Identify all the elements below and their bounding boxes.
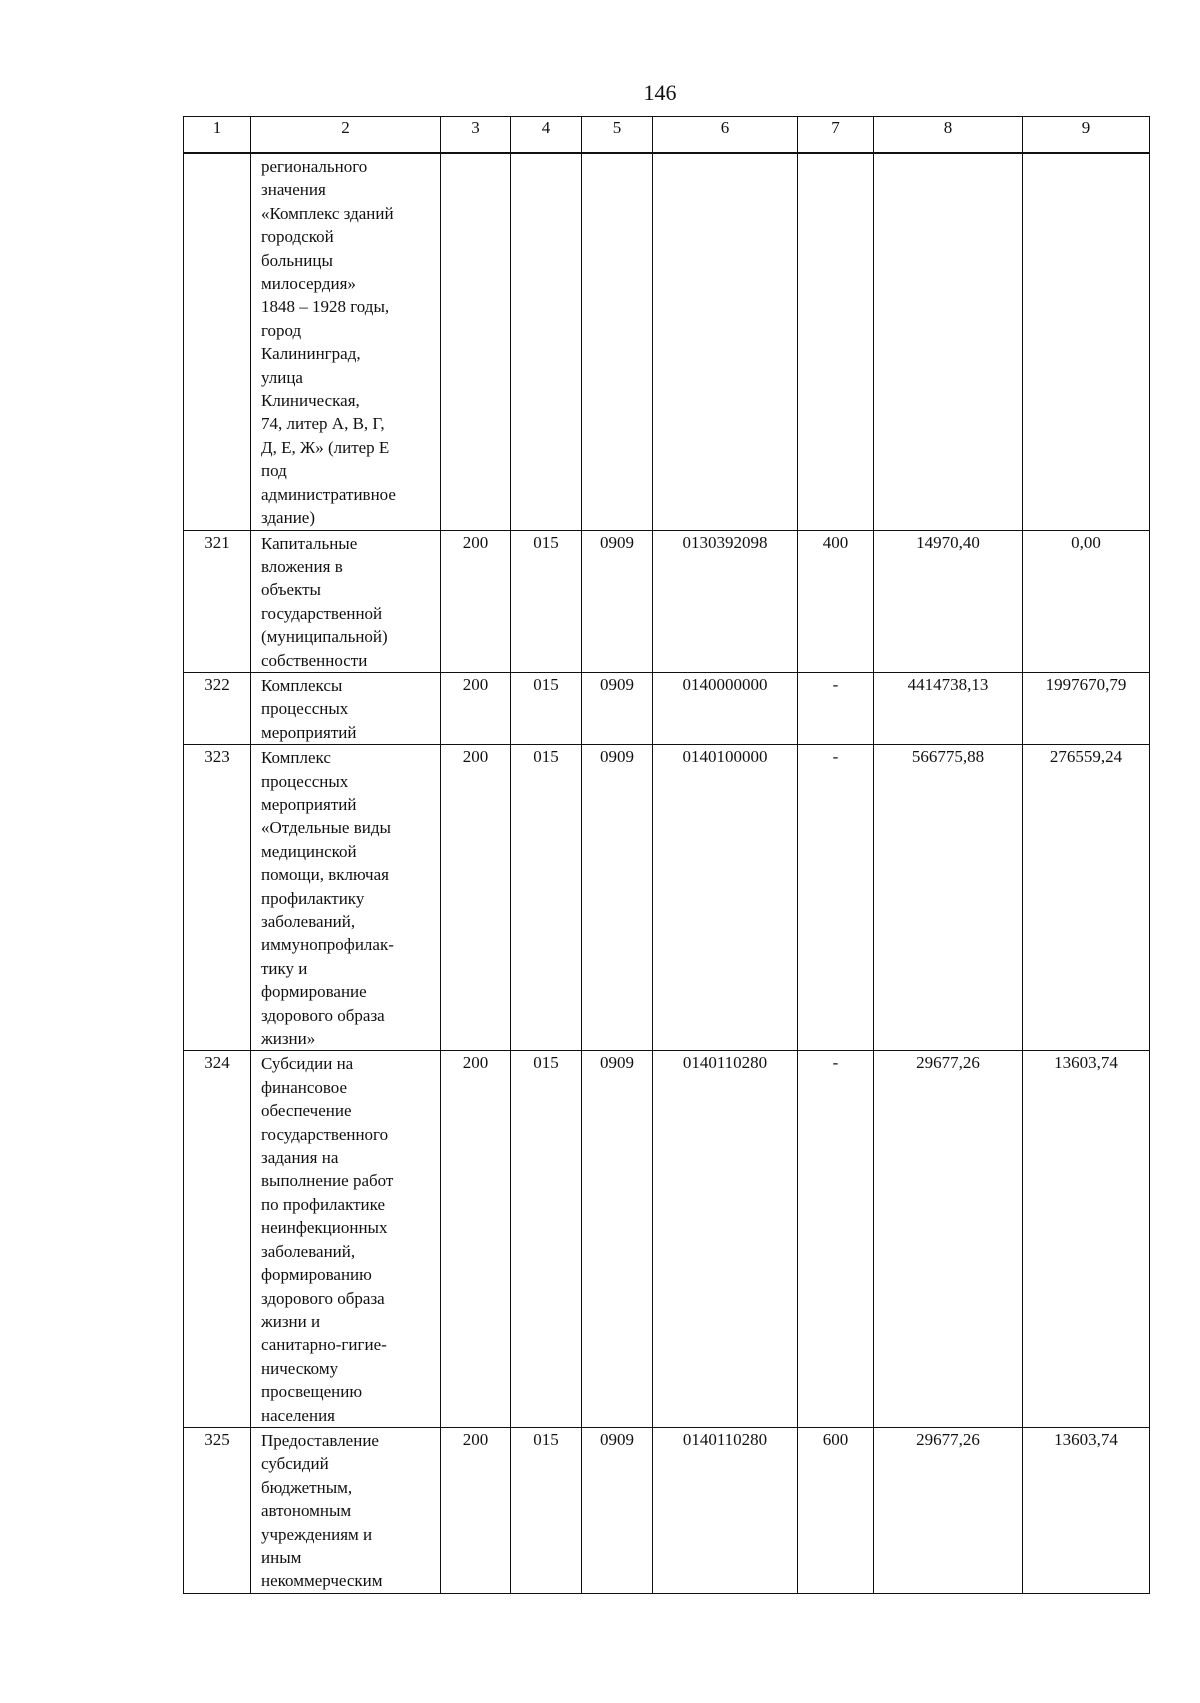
item-name-line: по профилактике <box>261 1194 386 1214</box>
target-article-cell: 0140110280 <box>653 1051 798 1428</box>
item-name-line: городской <box>261 227 334 247</box>
amount-executed-cell: 0,00 <box>1023 530 1150 672</box>
column-header: 9 <box>1023 117 1150 154</box>
item-name-line: неинфекционных <box>261 1218 388 1238</box>
item-name-line: «Комплекс зданий <box>261 203 394 223</box>
item-name-line: заболеваний, <box>261 912 356 931</box>
column-header: 3 <box>441 117 511 154</box>
amount-planned-cell: 29677,26 <box>874 1051 1023 1428</box>
item-name-line: процессных <box>261 699 349 719</box>
item-name-line: Д, Е, Ж» (литер Е <box>261 437 390 457</box>
item-name-line: задания на <box>261 1148 339 1168</box>
section-code-cell: 0909 <box>582 530 653 672</box>
admin-code-cell: 200 <box>441 530 511 672</box>
section-code-cell: 0909 <box>582 1427 653 1593</box>
table-row <box>184 530 1150 672</box>
section-code-cell: 0909 <box>582 672 653 744</box>
item-name-line: административное <box>261 484 396 504</box>
item-name-line: тику и <box>261 958 308 978</box>
item-name-line: формированию <box>261 1265 372 1285</box>
admin-code-cell: 200 <box>441 1051 511 1428</box>
ministry-code-cell: 015 <box>511 1051 582 1428</box>
item-name-line: здание) <box>261 508 316 528</box>
expense-type-cell: 400 <box>798 530 874 672</box>
target-article-cell <box>653 153 798 530</box>
item-name-line: мероприятий <box>261 722 357 742</box>
item-name-line: «Отдельные виды <box>261 818 391 838</box>
item-name-line: населения <box>261 1405 335 1425</box>
item-name-line: выполнение работ <box>261 1171 394 1191</box>
item-name-line: Калининград, <box>261 344 361 364</box>
item-name-cell <box>251 530 441 672</box>
item-name-line: просвещению <box>261 1382 363 1402</box>
table-body <box>184 153 1150 1593</box>
item-name-line: Предоставление <box>261 1430 379 1450</box>
target-article-cell: 0140100000 <box>653 745 798 1051</box>
item-name-line: здорового образа <box>261 1288 385 1308</box>
item-name-cell <box>251 1051 441 1428</box>
expense-type-cell: - <box>798 672 874 744</box>
item-name-line: здорового образа <box>261 1005 385 1025</box>
item-name-line: под <box>261 461 287 481</box>
item-name-line: вложения в <box>261 556 343 576</box>
row-number-cell: 321 <box>184 530 251 672</box>
row-number-cell: 325 <box>184 1427 251 1593</box>
expense-type-cell: 600 <box>798 1427 874 1593</box>
item-name-line: Капитальные <box>261 533 358 553</box>
item-name-cell <box>251 672 441 744</box>
column-header: 7 <box>798 117 874 154</box>
item-name-line: 74, литер А, В, Г, <box>261 414 385 434</box>
ministry-code-cell <box>511 153 582 530</box>
table-row <box>184 1051 1150 1428</box>
amount-executed-cell: 1997670,79 <box>1023 672 1150 744</box>
row-number-cell: 324 <box>184 1051 251 1428</box>
amount-planned-cell: 29677,26 <box>874 1427 1023 1593</box>
item-name-line: государственного <box>261 1124 389 1144</box>
item-name-line: заболеваний, <box>261 1241 356 1261</box>
item-name-cell <box>251 745 441 1051</box>
item-name-line: медицинской <box>261 841 357 861</box>
page-number: 146 <box>643 80 677 105</box>
item-name-line: помощи, включая <box>261 865 389 885</box>
ministry-code-cell: 015 <box>511 745 582 1051</box>
item-name-line: Комплексы <box>261 675 343 695</box>
ministry-code-cell: 015 <box>511 530 582 672</box>
item-name-line: 1848 – 1928 годы, <box>261 297 390 317</box>
amount-planned-cell: 566775,88 <box>874 745 1023 1051</box>
target-article-cell: 0130392098 <box>653 530 798 672</box>
item-name-line: объекты <box>261 580 321 600</box>
section-code-cell: 0909 <box>582 1051 653 1428</box>
column-header: 1 <box>184 117 251 154</box>
header-row <box>184 117 1150 154</box>
amount-executed-cell: 13603,74 <box>1023 1051 1150 1428</box>
item-name-line: иммунопрофилак- <box>261 935 394 955</box>
admin-code-cell: 200 <box>441 1427 511 1593</box>
item-name-line: собственности <box>261 650 368 670</box>
item-name-line: финансовое <box>261 1077 348 1097</box>
expense-type-cell <box>798 153 874 530</box>
item-name-line: обеспечение <box>261 1101 352 1121</box>
item-name-line: город <box>261 320 302 340</box>
item-name-line: учреждениям и <box>261 1524 373 1544</box>
item-name-line: улица <box>261 367 303 387</box>
row-number-cell <box>184 153 251 530</box>
amount-planned-cell: 4414738,13 <box>874 672 1023 744</box>
target-article-cell: 0140110280 <box>653 1427 798 1593</box>
admin-code-cell: 200 <box>441 672 511 744</box>
amount-planned-cell <box>874 153 1023 530</box>
item-name-line: бюджетным, <box>261 1477 353 1497</box>
column-header: 6 <box>653 117 798 154</box>
target-article-cell: 0140000000 <box>653 672 798 744</box>
item-name-line: Комплекс <box>261 748 331 768</box>
item-name-line: некоммерческим <box>261 1571 383 1591</box>
item-name-line: автономным <box>261 1501 352 1521</box>
item-name-line: Субсидии на <box>261 1054 354 1074</box>
amount-planned-cell: 14970,40 <box>874 530 1023 672</box>
item-name-line: жизни и <box>261 1311 321 1331</box>
row-number-cell: 323 <box>184 745 251 1051</box>
row-number-cell: 322 <box>184 672 251 744</box>
amount-executed-cell: 13603,74 <box>1023 1427 1150 1593</box>
item-name-line: профилактику <box>261 888 365 908</box>
column-header: 5 <box>582 117 653 154</box>
column-header: 4 <box>511 117 582 154</box>
amount-executed-cell <box>1023 153 1150 530</box>
item-name-line: государственной <box>261 603 383 623</box>
item-name-line: значения <box>261 180 326 200</box>
item-name-line: мероприятий <box>261 794 357 814</box>
table-row <box>184 745 1150 1051</box>
item-name-line: жизни» <box>261 1029 316 1049</box>
item-name-line: регионального <box>261 157 368 176</box>
ministry-code-cell: 015 <box>511 672 582 744</box>
admin-code-cell <box>441 153 511 530</box>
amount-executed-cell: 276559,24 <box>1023 745 1150 1051</box>
table-row <box>184 153 1150 530</box>
item-name-line: санитарно-гигие- <box>261 1335 387 1355</box>
table-row <box>184 1427 1150 1593</box>
ministry-code-cell: 015 <box>511 1427 582 1593</box>
item-name-line: ническому <box>261 1358 339 1378</box>
section-code-cell: 0909 <box>582 745 653 1051</box>
item-name-cell <box>251 153 441 530</box>
admin-code-cell: 200 <box>441 745 511 1051</box>
item-name-line: процессных <box>261 771 349 791</box>
expense-type-cell: - <box>798 745 874 1051</box>
section-code-cell <box>582 153 653 530</box>
column-header: 2 <box>251 117 441 154</box>
item-name-line: субсидий <box>261 1454 329 1474</box>
item-name-line: милосердия» <box>261 274 356 294</box>
item-name-line: Клиническая, <box>261 391 360 411</box>
column-header: 8 <box>874 117 1023 154</box>
budget-table <box>183 116 1150 1594</box>
item-name-line: (муниципальной) <box>261 627 388 647</box>
item-name-line: больницы <box>261 250 333 270</box>
item-name-line: иным <box>261 1547 302 1567</box>
expense-type-cell: - <box>798 1051 874 1428</box>
item-name-cell <box>251 1427 441 1593</box>
table-row <box>184 672 1150 744</box>
item-name-line: формирование <box>261 982 367 1002</box>
